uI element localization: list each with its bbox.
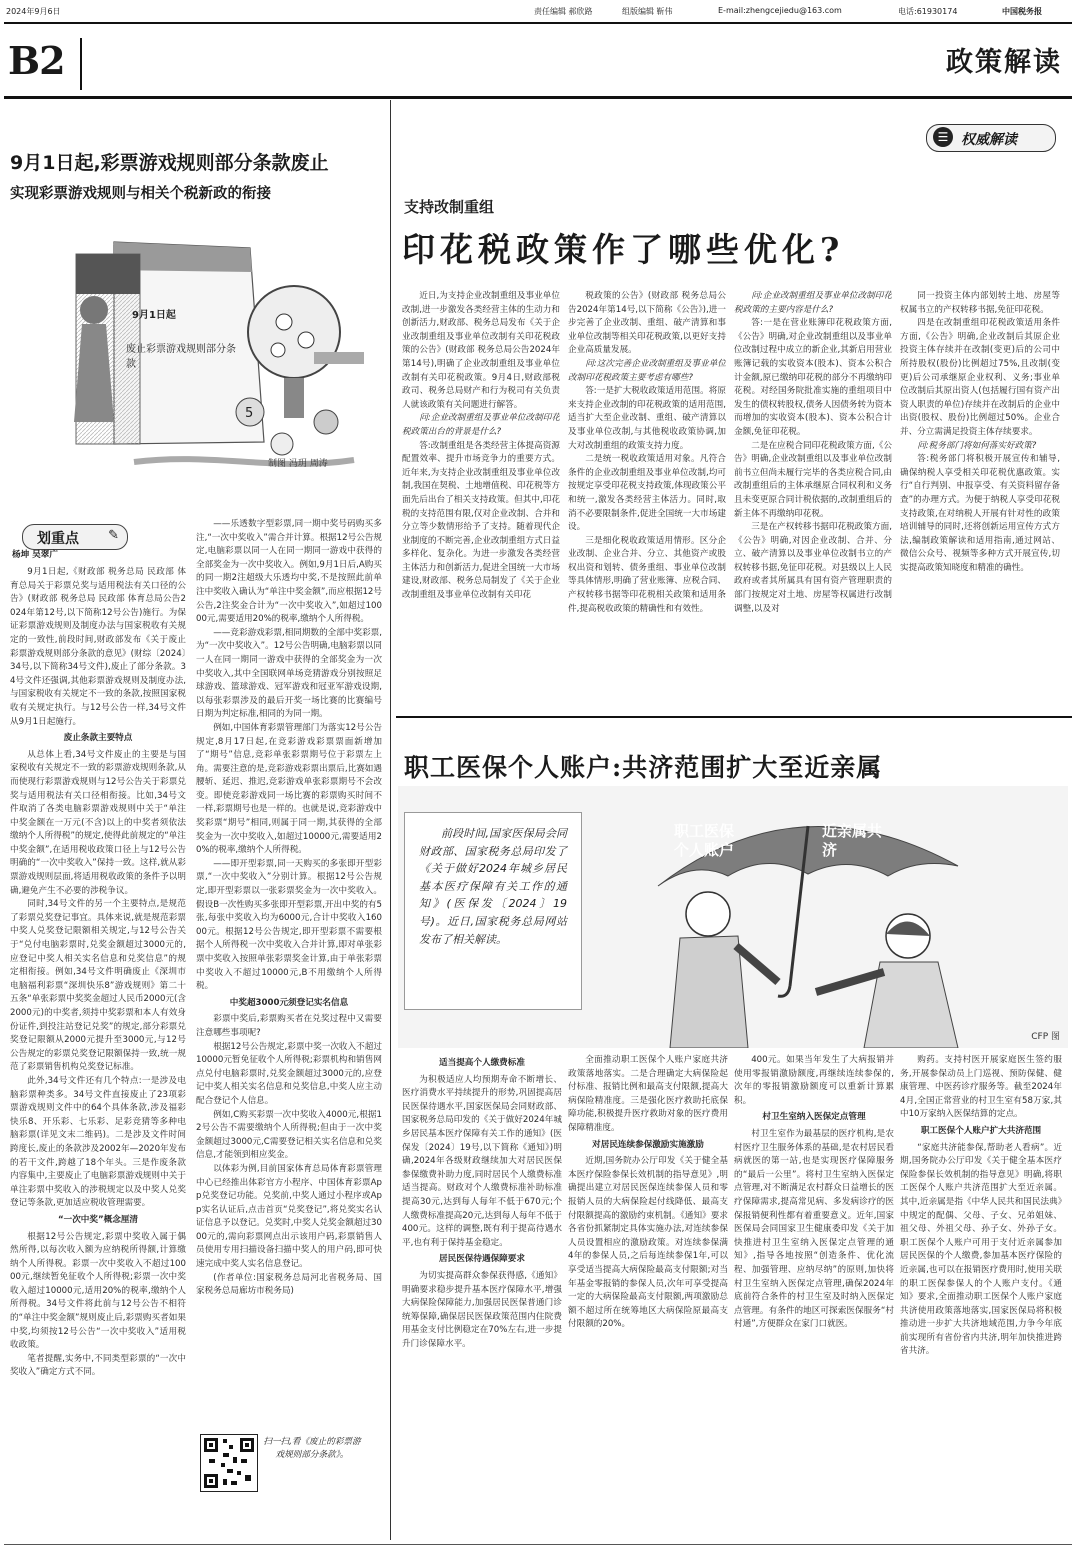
para: 三是细化税收政策适用情形。区分企业改制、企业合并、分立、其他资产或股权出资和划转、债务重组、事业单位改制等具体情形,明确了营业账簿、应税合同、产权转移书据等印花税相关政策和适用条件,提高税收政策的精确性和有效性。 (568, 535, 726, 614)
para: 全面推动职工医保个人账户家庭共济政策落地落实。二是合理确定大病保险起付标准、报销比例和最高支付限额,提高大病保险精准度。三是强化医疗救助托底保障功能,积极提升医疗救助对象的医疗费用保障精准度。 (568, 1055, 728, 1133)
intro-text: 前段时间,国家医保局会同财政部、国家税务总局印发了《关于做好2024年城乡居民基本医疗保障有关工作的通知》(医保发〔2024〕19号)。近日,国家税务总局网站发布了相关解读。 (419, 827, 567, 946)
subhead-village-clinic: 村卫生室纳入医保定点管理 (762, 1112, 866, 1123)
umbrella-left-label: 职工医保个人账户 (674, 822, 735, 859)
qr-caption: 扫一扫,看《废止的彩票游戏规则部分条款》。 (263, 1437, 361, 1460)
lottery-illustration (14, 212, 386, 480)
top-rule (4, 22, 1072, 24)
left-column-2 (196, 518, 382, 1428)
para: 以体彩为例,目前国家体育总局体育彩票管理中心已经推出体彩官方小程序、中国体育彩票App兑奖登记功能。兑奖前,中奖人通过小程序或App实名认证后,点击首页“兑奖登记”,将兑奖实名认证信息予以登记。兑奖时,中奖人兑奖金额超过3000元的,需向彩票网点出示该用户码,彩票销售人员使用专用扫描设备扫描中奖人的用户码,即可快速完成中奖人实名信息登记。 (196, 1163, 382, 1270)
para: ——竞彩游戏彩票,相同期数的全部中奖彩票,为“一次中奖收入”。12号公告明确,电脑彩票以同一人在同一期同一游戏中获得的全部奖金为一次中奖收入,其中全国联网单场竞猜游戏分别按照足球游戏、篮球游戏、冠军游戏和冠亚军游戏设期,以每张彩票涉及的最后开奖一场比赛的比赛编号日期为判定标准,相同的为同一期。 (196, 627, 382, 720)
qr-code[interactable] (200, 1434, 258, 1492)
subhead-register: 中奖超3000元须登记实名信息 (229, 997, 349, 1008)
para: 近期,国务院办公厅印发《关于健全基本医疗保险参保长效机制的指导意见》,明确提出建立对居民医保连续参保人员和零报销人员的大病保险起付线降低、最高支付限额提高的激励约束机制。《通知》要求各省份抓紧制定具体实施办法,对连续参保人员设置相应的激励政策。对连续参保满4年的参保人员,之后每连续参保1年,可以享受适当提高大病保险最高支付限额;对当年基金零报销的参保人员,次年可享受提高一定的大病保险最高支付限额,两项激励总额不超过所在统筹地区大病保险原最高支付限额的20%。 (568, 1156, 728, 1330)
para: ——乐透数字型彩票,同一期中奖号码购买多注,“一次中奖收入”需合并计算。根据12号公告规定,电脑彩票以同一人在同一期同一游戏中获得的全部奖金为一次中奖收入。例如,9月1日后,A购买的同一期2注超级大乐透均中奖,不是按照此前单注中奖收入确认为“单注中奖金额”,而应根据12号公告,2注奖金合计为“一次中奖收入”,如超过10000元,需要适用20%的税率,缴纳个人所得税。 (196, 519, 382, 625)
phone-text: 电话:61930174 (898, 7, 958, 16)
right-bottom-column-2 (568, 1054, 728, 1538)
newspaper-name: 中国税务报 (1002, 7, 1042, 16)
question: 问:这次完善企业改制重组及事业单位改制印花税政策主要考虑有哪些? (568, 358, 726, 383)
subhead-family-share: 职工医保个人账户扩大共济范围 (920, 1125, 1042, 1136)
subhead-incentive: 对居民连续参保激励实施激励 (592, 1139, 704, 1150)
right-top-headline: 印花税政策作了哪些优化? (402, 230, 845, 269)
para: 例如,C购买彩票一次中奖收入4000元,根据12号公告不需要缴纳个人所得税;但由于一次中奖金额超过3000元,C需要登记相关实名信息和兑奖信息,才能领到相应奖金。 (196, 1109, 382, 1161)
authority-badge-label: 权威解读 (961, 132, 1017, 148)
email-text: E-mail:zhengcejiedu@163.com (718, 6, 842, 15)
right-bottom-column-1 (402, 1054, 562, 1538)
pencil-icon: ✎ (108, 528, 119, 543)
para: “家庭共济能参保,帮助老人看病”。近期,国务院办公厅印发《关于健全基本医疗保险参保长效机制的指导意见》明确,将职工医保个人账户共济范围扩大至近亲属。其中,近亲属是指《中华人民共和国民法典》中规定的配偶、父母、子女、兄弟姐妹、祖父母、外祖父母、孙子女、外孙子女。职工医保个人账户可用于支付近亲属参加居民医保的个人缴费,参加基本医疗保险的近亲属,也可以在报销医疗费用时,使用关联的职工医保参保人的个人账户支付。《通知》要求,全面推动职工医保个人账户家庭共济使用政策落地落实,国家医保局将积极推动进一步扩大共济地域范围,力争今年底前实现所有省份省内共济,明年加快推进跨省共济。 (900, 1142, 1062, 1357)
illus-card-date: 9月1日起 (132, 310, 176, 321)
para: 彩票中奖后,彩票购买者在兑奖过程中又需要注意哪些事项呢? (196, 1014, 382, 1038)
para: 答:一是扩大税收政策适用范围。将原来支持企业改制的印花税政策的适用范围,适当扩大至企业改制、重组、破产清算以及事业单位改制,与其他税收政策协调,加大对改制重组的政策支持力度。 (568, 386, 726, 451)
para: 例如,中国体育彩票管理部门为落实12号公告规定,8月17日起,在竞彩游戏彩票票面新增加了“期号”信息,竞彩单张彩票期号位于彩票左上角。需要注意的是,竞彩游戏彩票出票后,比赛如遇腰斩、延迟、推迟,竞彩游戏单张彩票期号不会改变。即使竞彩游戏同一场比赛的彩票购买时间不一样,彩票期号也是一样的。也就是说,竞彩游戏中奖彩票“期号”相同,则属于同一期,其获得的全部奖金为一次中奖收入,如超过10000元,需要适用20%的税率,缴纳个人所得税。 (196, 722, 382, 856)
section-title: 政策解读 (946, 47, 1062, 78)
para: 二是统一税收政策适用对象。凡符合条件的企业改制重组及事业单位改制,均可按规定享受印花税支持政策,体现政策公平和统一,激发各类经营主体活力。同时,取消不必要限制条件,促进全国统一大市场建设。 (568, 454, 726, 533)
para: 税政策的公告》(财政部 税务总局公告2024年第14号,以下简称《公告》),进一步完善了企业改制、重组、破产清算和事业单位改制等相关印花税政策,以更好支持企业高质量发展。 (568, 291, 726, 356)
authority-badge (926, 124, 1056, 152)
right-top-column-2 (568, 290, 726, 708)
qr-code-svg (201, 1435, 257, 1491)
question: 问:企业改制重组及事业单位改制印花税政策出台的背景是什么? (402, 413, 560, 437)
page-number: B2 (8, 38, 65, 83)
right-top-column-3 (734, 290, 892, 708)
subhead-fees: 适当提高个人缴费标准 (439, 1058, 525, 1068)
para: 为积极适应人均预期寿命不断增长、医疗消费水平持续提升的形势,巩固提高居民医保待遇水平,国家医保局会同财政部、国家税务总局印发的《关于做好2024年城乡居民基本医疗保障有关工作的通知》(医保发〔2024〕19号,以下简称《通知》)明确,2024年各级财政继续加大对居民医保参保缴费补助力度,同时居民个人缴费标准适当提高。财政对个人缴费标准补助标准提高30元,达到每人每年不低于670元;个人缴费标准提高20元,达到每人每年不低于400元。这样的调整,既有利于提高待遇水平,也有利于保持基金稳定。 (402, 1074, 562, 1248)
seal-icon: ☰ (933, 127, 953, 147)
left-column-1 (10, 566, 186, 1540)
para: 二是在应税合同印花税政策方面,《公告》明确,企业改制重组以及事业单位改制前书立但尚未履行完毕的各类应税合同,由改制重组后的主体承继原合同权利和义务且未变更原合同计税依据的,改制重组后的新主体不再缴纳印花税。 (734, 440, 892, 519)
left-headline: 9月1日起,彩票游戏规则部分条款废止 (10, 152, 329, 174)
issue-date: 2024年9月6日 (6, 7, 61, 16)
para: 从总体上看,34号文件废止的主要是与国家税收有关规定不一致的彩票游戏规则条款,从而使现行彩票游戏规则与12号公告关于彩票兑奖与适用税法有关口径相衔接。比如,34号文件取消了各类电脑彩票游戏规则中关于“单注中奖金额在一万元(不含)以上的中奖者须依法缴纳个人所得税”的规定,使得此前规定的“单注中奖金额”,在适用税收政策口径上与12号公告明确的“一次中奖收入”保持一致。这样,就从彩票游戏规则层面,将适用税收政策的条件予以明确,避免产生不必要的涉税争议。 (10, 749, 186, 896)
illus-card-brand: 彩票 (88, 236, 115, 251)
right-top-kicker: 支持改制重组 (404, 198, 495, 216)
question: 问:企业改制重组及事业单位改制印花税政策的主要内容是什么? (734, 291, 892, 315)
key-points-label: 划重点 (37, 531, 79, 547)
para: 三是在产权转移书据印花税政策方面,《公告》明确,对因企业改制、合并、分立、破产清算以及事业单位改制书立的产权转移书据,免征印花税。对县级以上人民政府或者其所属具有国有资产管理职责的部门按规定对土地、房屋等权属进行改制调整,以及对 (734, 522, 892, 614)
para: 近日,为支持企业改制重组及事业单位改制,进一步激发各类经营主体的生动力和创新活力,财政部、税务总局发布《关于企业改制重组及事业单位改制有关印花税政策的公告》(财政部 税务总局公告2024年第14号),明确了企业改制重组及事业单位改制有关印花税政策。9月4日,财政部税政司、税务总局财产和行为税司有关负责人就该政策有关问题进行解答。 (402, 291, 560, 410)
right-bottom-headline: 职工医保个人账户:共济范围扩大至近亲属 (404, 753, 883, 782)
left-author: 杨坤 吴翠广 (12, 550, 58, 560)
editor-credit: 责任编辑 郝欣路 (534, 7, 593, 16)
right-top-column-1 (402, 290, 560, 708)
para: 同时,34号文件的另一个主要特点,是规范了彩票兑奖登记事宜。具体来说,就是规范彩票中奖人兑奖登记限额相关规定,与12号公告关于“兑付电脑彩票时,兑奖金额超过3000元的,应登记中奖人相关实名信息和兑奖信息”的规定相衔接。例如,34号文件明确废止《深圳市电脑福利彩票“深圳快乐8”游戏规则》第二十五条“单张彩票中奖奖金超过人民币2000元(含2000元)的中奖者,须持中奖彩票和本人有效身份证件,到投注站登记兑奖”的规定,部分彩票兑奖登记限额从2000元提升至3000元,与12号公告规定的彩票兑奖登记限额保持一致,统一规范了彩票销售机构兑奖登记标准。 (10, 899, 186, 1073)
top-bar (6, 6, 1070, 18)
question: 问:税务部门将如何落实好政策? (917, 440, 1037, 451)
svg-text:5: 5 (245, 406, 254, 421)
para: 购药。支持村医开展家庭医生签约服务,开展参保动员上门巡视、预防保健、健康管理、中医药诊疗服务等。截至2024年4月,全国正常营业的村卫生室有58万家,其中10万家纳入医保结算的定点。 (900, 1055, 1062, 1120)
illus-card-text: 废止彩票游戏规则部分条款 (126, 344, 236, 370)
right-section-rule (396, 716, 1072, 718)
para: 答:税务部门将积极开展宣传和辅导,确保纳税人享受相关印花税优惠政策。实行“自行判别、申报享受、有关资料留存备查”的办理方式。为便于纳税人享受印花税支持政策,在对纳税人开展有针对性的政策培训辅导的同时,还将创新运用宣传方式方法,编制政策解读和适用指南,通过网站、微信公众号、视频等多种方式开展宣传,切实提高政策知晓度和精准的确性。 (900, 454, 1060, 573)
para: ——即开型彩票,同一天购买的多张即开型彩票,“一次中奖收入”分别计算。根据12号公告规定,即开型彩票以一张彩票奖金为一次中奖收入。假设B一次性购买多张即开型彩票,开出中奖的有5张,每张中奖收入均为6000元,合计中奖收入16000元。根据12号公告规定,即开型彩票不需要根据个人所得税一次中奖收入合并计算,即对单张彩票中奖收入按照单张彩票奖金计算,由于单张彩票中奖收入不超过10000元,B不用缴纳个人所得税。 (196, 858, 382, 992)
right-illus-credit: CFP 图 (1031, 1032, 1060, 1042)
para: 笔者提醒,实务中,不同类型彩票的“一次中奖收入”确定方式不同。 (10, 1353, 186, 1378)
para: 同一投资主体内部划转土地、房屋等权属书立的产权转移书据,免征印花税。 (900, 291, 1060, 315)
umbrella-right-label: 近亲属共济 (822, 822, 883, 859)
para: 此外,34号文件还有几个特点:一是涉及电脑彩票种类多。34号文件直接废止了23项彩票游戏规则文件中的64个具体条款,涉及福彩快乐8、开乐彩、七乐彩、足彩竞猜等多种电脑彩票(详见文末二维码)。二是涉及文件时间跨度长,废止的条款涉及2002年—2020年发布的若干文件,跨越了18个年头。三是作废条款内容集中,主要废止了电脑彩票游戏规则中关于单注彩票中奖收入的涉税规定以及中奖人兑奖登记等条款,更加适应税收管理需要。 (10, 1075, 186, 1209)
left-illus-credit: 制图 冯玥 周涛 (268, 459, 328, 469)
para: 9月1日起,《财政部 税务总局 民政部 体育总局关于彩票兑奖与适用税法有关口径的公告》(财政部 税务总局 民政部 体育总局公告2024年第12号,以下简称12号公告)施行。为保证彩票游戏规则及制度办法与国家税收有关规定的一致性,前段时间,财政部发布《关于废止彩票游戏规则部分条款的意见》(财综〔2024〕34号,以下简称34号文件),废止了部分条款。34号文件还强调,其他彩票游戏规则及制度办法,与国家税收有关规定不一致的条款,按照国家税收有关规定执行。与12号公告一样,34号文件从9月1日起施行。 (10, 567, 186, 727)
para: 根据12号公告规定,彩票中奖收入属于偶然所得,以每次收入额为应纳税所得额,计算缴纳个人所得税。彩票一次中奖收入不超过10000元,继续暂免征收个人所得税;彩票一次中奖收入超过10000元,适用20%的税率,缴纳个人所得税。34号文件将此前与12号公告不相符的“单注中奖金额”规则废止后,彩票购买者如果中奖,均须按12号公告“一次中奖收入”适用税收政策。 (10, 1231, 186, 1351)
right-bottom-column-3 (734, 1054, 894, 1538)
para: 四是在改制重组印花税政策适用条件方面,《公告》明确,企业改制后其原企业投资主体存续并在改制(变更)后的公司中所持股权(股份)比例超过75%,且改制(变更)后公司承继原企业权利、义务;事业单位改制后其原出资人(包括履行国有资产出资人职责的单位)存续并在改制后的企业中出资(股权、股份)比例超过50%。企业合并、分立需满足投资主体存续要求。 (900, 318, 1060, 437)
main-column-divider (390, 100, 391, 1540)
page-number-divider (80, 38, 82, 90)
left-subheadline: 实现彩票游戏规则与相关个税新政的衔接 (10, 186, 271, 202)
key-points-badge (22, 524, 128, 550)
subhead-features: 废止条款主要特点 (63, 733, 133, 744)
para: (作者单位:国家税务总局河北省税务局、国家税务总局廊坊市税务局) (196, 1272, 382, 1297)
subhead-treatment: 居民医保待遇保障要求 (439, 1254, 525, 1265)
intro-box (404, 812, 582, 1010)
layout-credit: 组版编辑 靳伟 (622, 7, 673, 16)
para: 答:改制重组是各类经营主体提高资源配置效率、提升市场竞争力的重要方式。近年来,为支持企业改制重组及事业单位改制,我国在契税、土地增值税、印花税等方面先后出台了相关支持政策。但其中,印花税的支持范围有限,仅对企业改制、合并和分立等少数情形给予了支持。随着现代企业制度的不断完善,企业改制重组方式日益多样化、复杂化。为进一步激发各类经营主体活力和创新活力,促进全国统一大市场建设,财政部、税务总局制发了《关于企业改制重组及事业单位改制有关印花 (402, 440, 560, 601)
header-rule (4, 96, 1072, 99)
right-top-column-4 (900, 290, 1060, 708)
subhead-one-prize: “一次中奖”概念厘清 (57, 1214, 139, 1225)
bottom-rule (4, 1544, 1072, 1545)
para: 村卫生室作为最基层的医疗机构,是农村医疗卫生服务体系的基础,是农村居民看病就医的第一站,也是实现医疗保障服务的“最后一公里”。将村卫生室纳入医保定点管理,对不断满足农村群众日益增长的医疗保障需求,提高常见病、多发病诊疗的医保报销便利性都有着重要意义。近年,国家医保局会同国家卫生健康委印发《关于加快推进村卫生室纳入医保定点管理的通知》,指导各地按照“创造条件、优化流程、加强管理、应纳尽纳”的原则,加快将村卫生室纳入医保定点管理,确保2024年底前符合条件的村卫生室及时纳入医保定点管理。有条件的地区可探索医保服务“村村通”,方便群众在家门口就医。 (734, 1128, 894, 1330)
para: 答:一是在营业账簿印花税政策方面,《公告》明确,对企业改制重组以及事业单位改制过程中成立的新企业,其新启用营业账簿记载的实收资本(股本)、资本公积合计金额,原已缴纳印花税的部分不再缴纳印花税。对经国务院批准实施的重组项目中发生的债权转股权,债务人因债务转为资本而增加的实收资本(股本)、资本公积合计金额,免征印花税。 (734, 318, 892, 437)
para: 根据12号公告规定,彩票中奖一次收入不超过10000元暂免征收个人所得税;彩票机构和销售网点兑付电脑彩票时,兑奖金额超过3000元的,应登记中奖人相关实名信息和兑奖信息,中奖人应主动配合登记个人信息。 (196, 1041, 382, 1106)
para: 为切实提高群众参保获得感,《通知》明确要求稳步提升基本医疗保障水平,增强大病保险保障能力,加强居民医保普通门诊统筹保障,确保居民医保政策范围内住院费用基金支付比例稳定在70%左右,进一步提升门诊保障水平。 (402, 1270, 562, 1349)
para: 400元。如果当年发生了大病报销并使用零报销激励额度,再继续连续参保的,次年的零报销激励额度可以重新计算累积。 (734, 1055, 894, 1106)
right-bottom-column-4 (900, 1054, 1062, 1538)
